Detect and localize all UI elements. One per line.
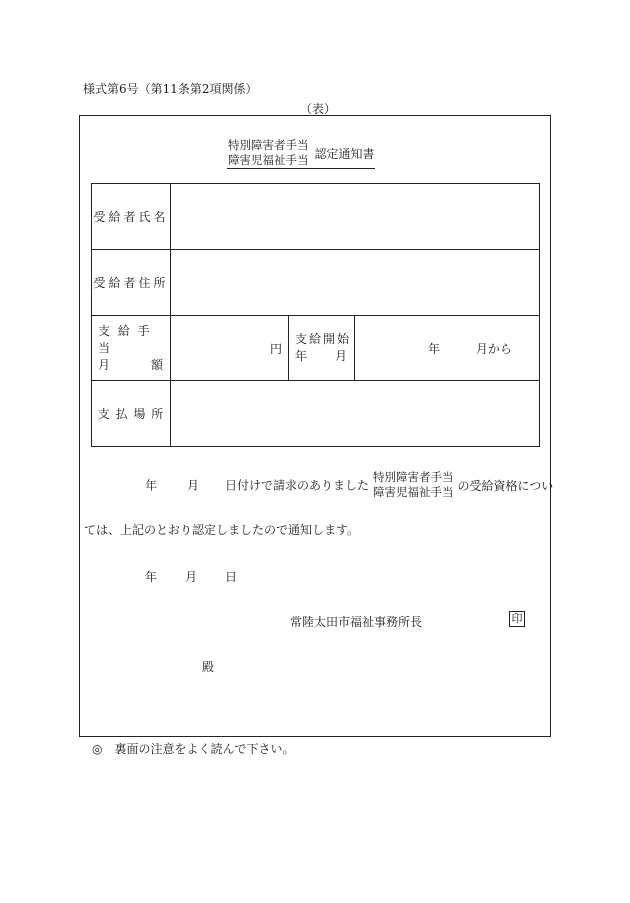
start-month-label: [289, 316, 355, 381]
start-label-year: 年: [295, 349, 309, 363]
notice-date: [145, 568, 237, 585]
side-label: （表）: [300, 102, 337, 116]
start-label-month: 月: [334, 349, 348, 363]
monthly-amount-label-gaku: 額: [150, 357, 164, 372]
notice-sentence-line1: [145, 470, 553, 500]
title-allowance-1: 特別障害者手当: [228, 138, 309, 152]
claim-month-unit: 月: [187, 478, 200, 493]
issuer-name: 常陸太田市福祉事務所長: [290, 615, 423, 629]
notice-allowance-2: 障害児福祉手当: [373, 485, 454, 499]
title-allowance-names: [228, 138, 309, 168]
recipient-name-field[interactable]: [171, 184, 540, 250]
yen-unit: 円: [269, 341, 282, 356]
monthly-amount-label-line2: [98, 357, 170, 374]
document-title: [228, 138, 375, 168]
start-year-unit: 年: [428, 341, 441, 356]
payment-place-field[interactable]: [171, 381, 540, 447]
notice-allowance-1: 特別障害者手当: [373, 470, 454, 484]
recipient-address-label: 受給者住所: [92, 250, 171, 316]
start-label-line2: [295, 348, 354, 365]
title-underline: [227, 168, 375, 169]
start-month-unit: 月から: [475, 341, 512, 356]
monthly-amount-label-line1: 支 給 手 当: [98, 323, 152, 355]
seal-mark: 印: [509, 611, 525, 627]
claim-year-unit: 年: [145, 478, 158, 493]
date-year-unit: 年: [145, 570, 158, 584]
recipient-name-label: 受給者氏名: [92, 184, 171, 250]
form-number: 様式第6号（第11条第2項関係）: [83, 82, 258, 96]
start-month-field[interactable]: [355, 316, 540, 381]
monthly-amount-field[interactable]: [171, 316, 289, 381]
start-label-line1: 支給開始: [295, 332, 352, 346]
date-month-unit: 月: [185, 570, 198, 584]
monthly-amount-label: [92, 316, 171, 381]
reverse-note: ◎ 裏面の注意をよく読んで下さい。: [92, 742, 295, 756]
info-table: [91, 183, 540, 447]
title-allowance-2: 障害児福祉手当: [228, 153, 309, 167]
notice-allowance-names: [373, 470, 454, 500]
recipient-address-field[interactable]: [171, 250, 540, 316]
notice-sentence-line2: ては、上記のとおり認定しましたので通知します。: [84, 523, 360, 537]
monthly-amount-label-tsuki: 月: [98, 357, 112, 372]
qualification-text: の受給資格につい: [457, 478, 554, 493]
date-day-unit: 日: [225, 570, 238, 584]
title-suffix: 認定通知書: [314, 146, 375, 161]
payment-place-label: 支 払 場 所: [92, 381, 171, 447]
addressee-honorific: 殿: [202, 660, 215, 674]
claim-day-text: 日付けで請求のありました: [225, 478, 370, 493]
